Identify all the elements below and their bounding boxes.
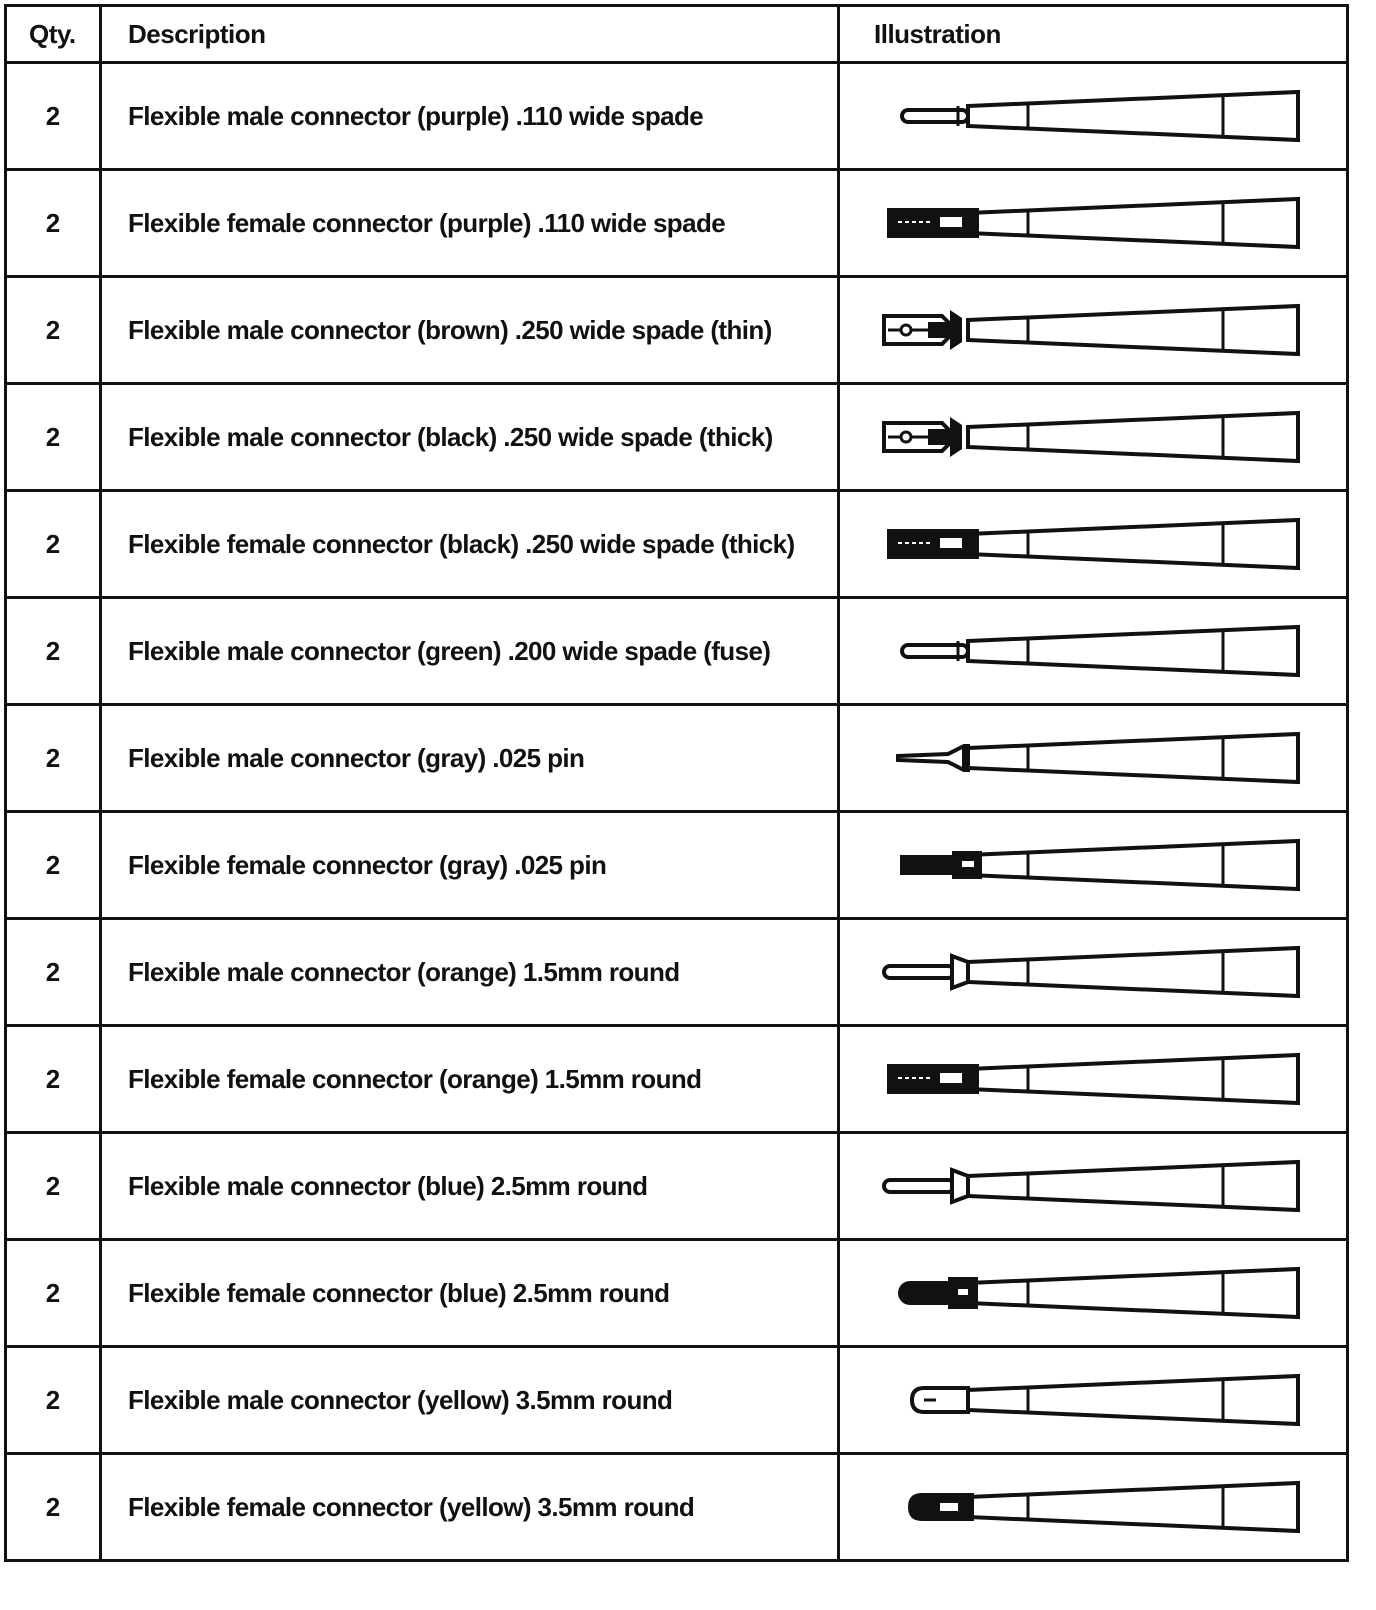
table-row bbox=[6, 705, 1348, 812]
description-cell: Flexible female connector (blue) 2.5mm round bbox=[101, 1240, 839, 1347]
qty-cell: 2 bbox=[6, 1026, 101, 1133]
male-wide-spade-connector-icon bbox=[878, 409, 1308, 465]
table-row bbox=[6, 277, 1348, 384]
description-cell: Flexible male connector (brown) .250 wide spade (thin) bbox=[101, 277, 839, 384]
qty-cell: 2 bbox=[6, 277, 101, 384]
male-round-connector-icon bbox=[878, 1158, 1308, 1214]
illustration-cell bbox=[839, 1454, 1348, 1561]
illustration-cell bbox=[839, 277, 1348, 384]
illustration-cell bbox=[839, 1133, 1348, 1240]
illustration-cell bbox=[839, 1026, 1348, 1133]
description-cell: Flexible male connector (purple) .110 wide spade bbox=[101, 63, 839, 170]
description-cell: Flexible male connector (orange) 1.5mm round bbox=[101, 919, 839, 1026]
illustration-cell bbox=[839, 491, 1348, 598]
description-cell: Flexible female connector (yellow) 3.5mm round bbox=[101, 1454, 839, 1561]
description-column-header: Description bbox=[101, 6, 839, 63]
qty-cell: 2 bbox=[6, 170, 101, 277]
qty-cell: 2 bbox=[6, 1347, 101, 1454]
description-cell: Flexible female connector (gray) .025 pin bbox=[101, 812, 839, 919]
female-round-connector-icon bbox=[878, 1265, 1308, 1321]
illustration-column-header: Illustration bbox=[839, 6, 1348, 63]
qty-cell: 2 bbox=[6, 1454, 101, 1561]
female-connector-icon bbox=[878, 195, 1308, 251]
qty-cell: 2 bbox=[6, 598, 101, 705]
qty-cell: 2 bbox=[6, 491, 101, 598]
illustration-cell bbox=[839, 919, 1348, 1026]
description-cell: Flexible male connector (blue) 2.5mm round bbox=[101, 1133, 839, 1240]
qty-cell: 2 bbox=[6, 384, 101, 491]
female-pin-connector-icon bbox=[878, 837, 1308, 893]
male-large-round-connector-icon bbox=[878, 1372, 1308, 1428]
male-round-connector-icon bbox=[878, 944, 1308, 1000]
illustration-cell bbox=[839, 1347, 1348, 1454]
illustration-cell bbox=[839, 705, 1348, 812]
qty-cell: 2 bbox=[6, 1133, 101, 1240]
qty-cell: 2 bbox=[6, 919, 101, 1026]
description-cell: Flexible male connector (green) .200 wide spade (fuse) bbox=[101, 598, 839, 705]
table-row bbox=[6, 491, 1348, 598]
male-pin-connector-icon bbox=[878, 730, 1308, 786]
connector-parts-table bbox=[4, 4, 1349, 1562]
illustration-cell bbox=[839, 1240, 1348, 1347]
table-row bbox=[6, 170, 1348, 277]
qty-cell: 2 bbox=[6, 1240, 101, 1347]
table-row bbox=[6, 63, 1348, 170]
qty-cell: 2 bbox=[6, 705, 101, 812]
table-row bbox=[6, 919, 1348, 1026]
illustration-cell bbox=[839, 63, 1348, 170]
female-large-round-connector-icon bbox=[878, 1479, 1308, 1535]
description-cell: Flexible female connector (purple) .110 wide spade bbox=[101, 170, 839, 277]
table-row bbox=[6, 1347, 1348, 1454]
qty-column-header: Qty. bbox=[6, 6, 101, 63]
description-cell: Flexible female connector (orange) 1.5mm round bbox=[101, 1026, 839, 1133]
illustration-cell bbox=[839, 384, 1348, 491]
table-row bbox=[6, 1026, 1348, 1133]
qty-cell: 2 bbox=[6, 812, 101, 919]
header-row bbox=[6, 6, 1348, 63]
male-spade-connector-icon bbox=[878, 88, 1308, 144]
description-cell: Flexible female connector (black) .250 wide spade (thick) bbox=[101, 491, 839, 598]
male-wide-spade-connector-icon bbox=[878, 302, 1308, 358]
female-connector-icon bbox=[878, 1051, 1308, 1107]
table-row bbox=[6, 1240, 1348, 1347]
illustration-cell bbox=[839, 812, 1348, 919]
table-body bbox=[6, 63, 1348, 1561]
description-cell: Flexible male connector (yellow) 3.5mm round bbox=[101, 1347, 839, 1454]
description-cell: Flexible male connector (black) .250 wide spade (thick) bbox=[101, 384, 839, 491]
description-cell: Flexible male connector (gray) .025 pin bbox=[101, 705, 839, 812]
table-row bbox=[6, 1454, 1348, 1561]
female-connector-icon bbox=[878, 516, 1308, 572]
table-row bbox=[6, 598, 1348, 705]
table-header bbox=[6, 6, 1348, 63]
table-row bbox=[6, 812, 1348, 919]
table-row bbox=[6, 1133, 1348, 1240]
table-row bbox=[6, 384, 1348, 491]
illustration-cell bbox=[839, 598, 1348, 705]
illustration-cell bbox=[839, 170, 1348, 277]
male-spade-connector-icon bbox=[878, 623, 1308, 679]
qty-cell: 2 bbox=[6, 63, 101, 170]
